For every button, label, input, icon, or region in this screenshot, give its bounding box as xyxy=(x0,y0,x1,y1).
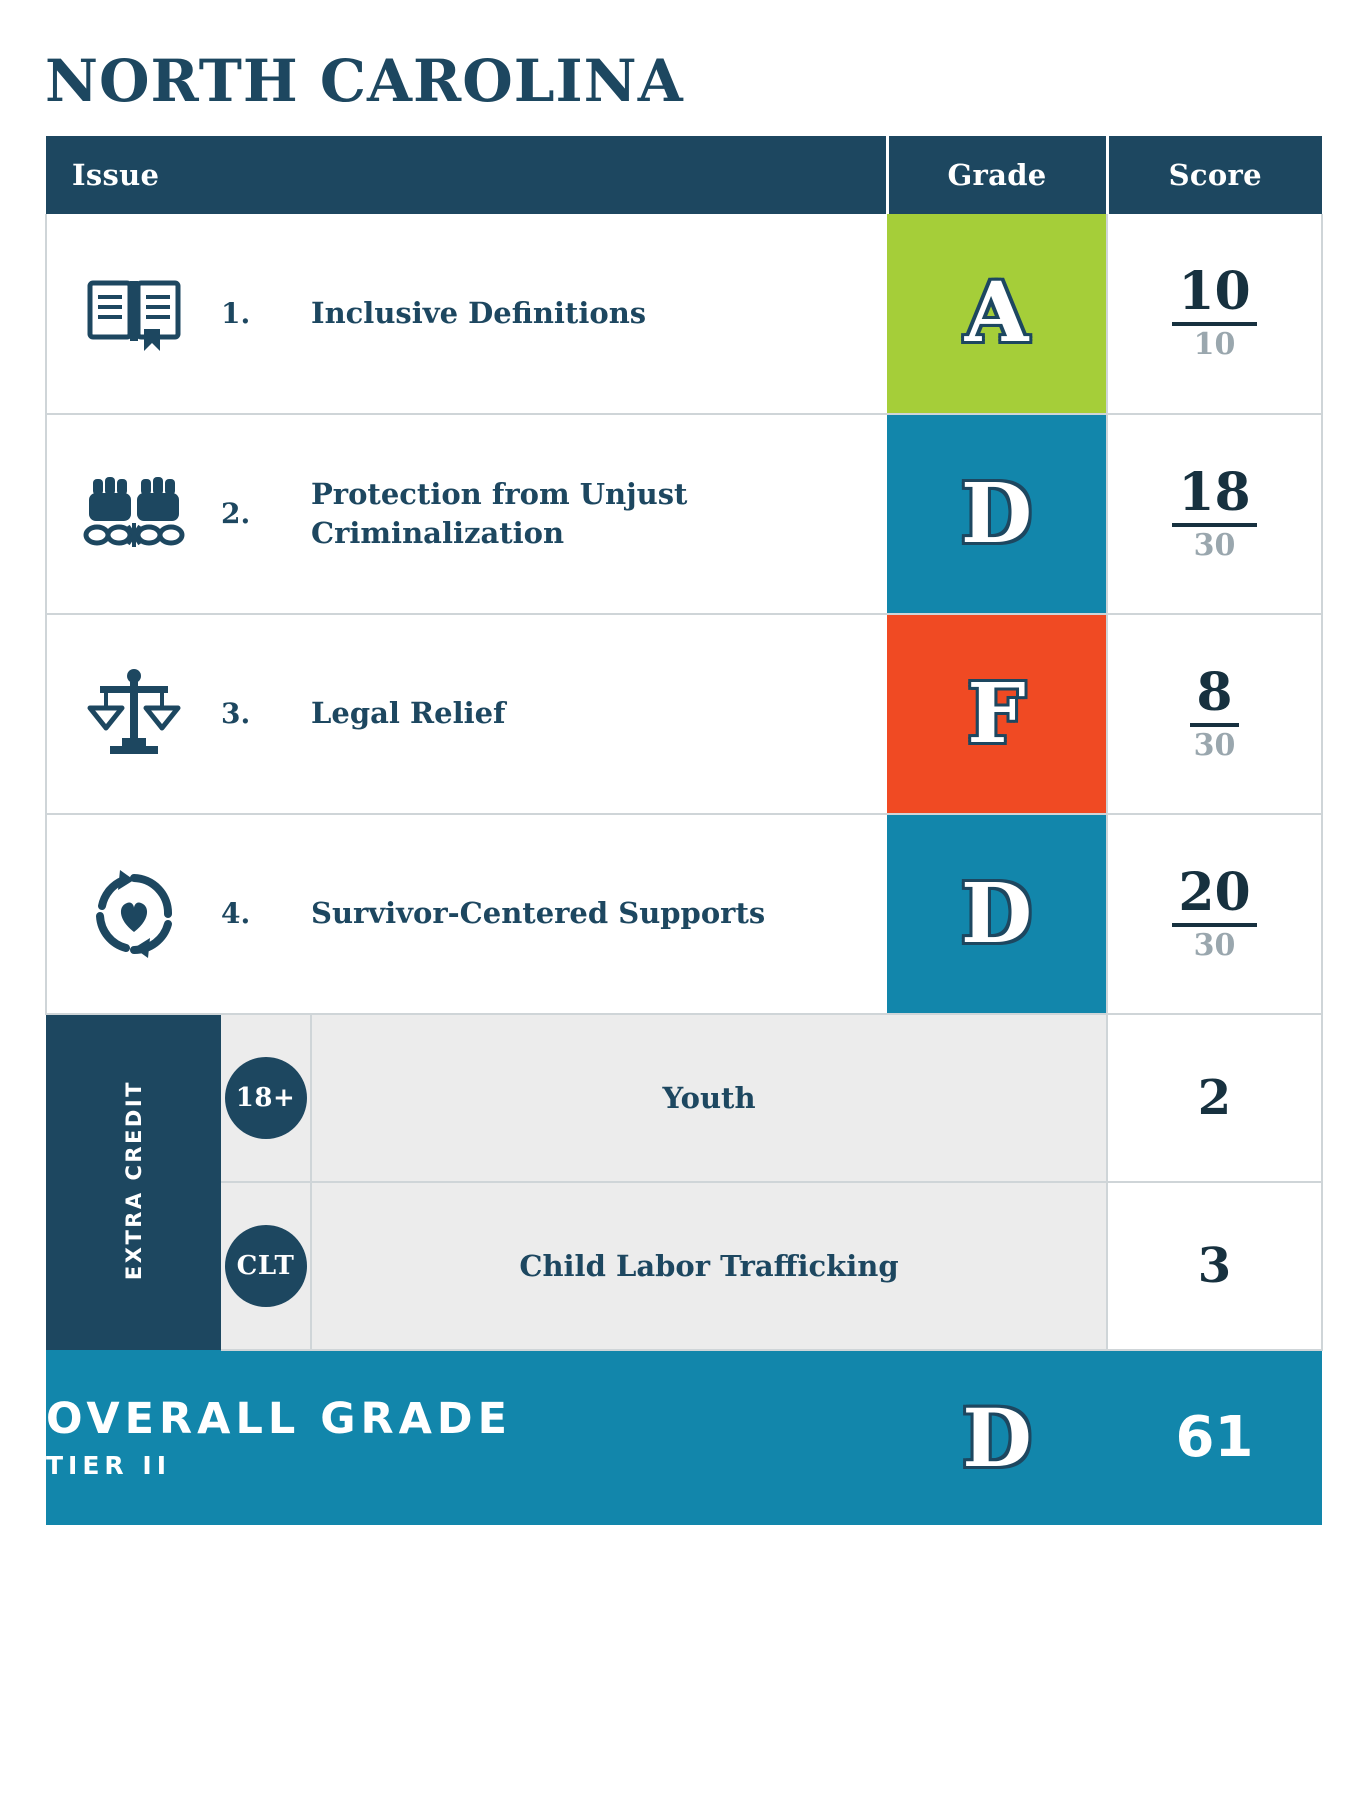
extra-credit-row xyxy=(46,1182,1322,1350)
column-header-issue: Issue xyxy=(72,157,160,192)
overall-grade-letter: D xyxy=(962,1390,1032,1485)
overall-tier: TIER II xyxy=(46,1450,171,1480)
extra-credit-badge-cell xyxy=(221,1014,311,1182)
scales-of-justice-icon xyxy=(47,668,221,760)
extra-credit-row xyxy=(46,1014,1322,1182)
issue-icon-cell xyxy=(46,214,221,414)
heart-cycle-icon xyxy=(47,866,221,961)
issue-number: 3. xyxy=(221,697,251,731)
issue-label: Legal Relief xyxy=(311,696,506,731)
score-possible: 10 xyxy=(1193,327,1236,363)
table-row xyxy=(46,614,1322,814)
score-value: 8 xyxy=(1190,667,1238,727)
extra-credit-label-text: EXTRA CREDIT xyxy=(121,1079,146,1280)
issue-label: Inclusive Definitions xyxy=(311,295,647,330)
table-row xyxy=(46,414,1322,614)
overall-grade-cell xyxy=(887,1350,1107,1525)
table-row xyxy=(46,814,1322,1014)
open-book-icon xyxy=(47,273,221,353)
issue-grade-cell xyxy=(887,414,1107,614)
extra-credit-name: Youth xyxy=(311,1014,1107,1182)
overall-score-cell xyxy=(1107,1350,1322,1525)
clt-badge-icon: CLT xyxy=(225,1225,307,1307)
grades-table xyxy=(45,136,1323,1525)
issue-grade-cell xyxy=(887,814,1107,1014)
overall-title-cell xyxy=(46,1350,887,1525)
extra-credit-label xyxy=(46,1014,221,1350)
issue-grade-cell xyxy=(887,214,1107,414)
extra-credit-name: Child Labor Trafficking xyxy=(311,1182,1107,1350)
score-value: 20 xyxy=(1172,867,1256,927)
score-possible: 30 xyxy=(1193,527,1236,563)
page-title: NORTH CAROLINA xyxy=(45,47,684,115)
score-value: 10 xyxy=(1172,266,1256,326)
column-header-score: Score xyxy=(1107,136,1322,214)
extra-credit-score: 3 xyxy=(1107,1182,1322,1350)
score-possible: 30 xyxy=(1193,927,1236,963)
issue-grade-cell xyxy=(887,614,1107,814)
table-header-row xyxy=(46,136,1322,214)
grade-letter: D xyxy=(960,465,1033,562)
issue-score-cell xyxy=(1107,214,1322,414)
issue-score-cell xyxy=(1107,414,1322,614)
grade-letter: F xyxy=(967,665,1026,762)
extra-credit-score: 2 xyxy=(1107,1014,1322,1182)
issue-number: 2. xyxy=(221,497,251,531)
grade-letter: D xyxy=(960,865,1033,962)
grade-letter: A xyxy=(964,265,1029,362)
issue-icon-cell xyxy=(46,414,221,614)
issue-icon-cell xyxy=(46,814,221,1014)
table-row xyxy=(46,214,1322,414)
overall-title: OVERALL GRADE xyxy=(46,1393,512,1444)
overall-grade-row xyxy=(46,1350,1322,1525)
column-header-grade: Grade xyxy=(887,136,1107,214)
youth-badge-icon: 18+ xyxy=(225,1057,307,1139)
issue-score-cell xyxy=(1107,814,1322,1014)
issue-number: 1. xyxy=(221,296,251,330)
issue-label: Protection from Unjust Criminalization xyxy=(311,476,688,550)
overall-score-value: 61 xyxy=(1175,1405,1254,1471)
broken-chains-fists-icon xyxy=(47,473,221,555)
extra-credit-badge-cell xyxy=(221,1182,311,1350)
score-value: 18 xyxy=(1172,467,1256,527)
issue-label: Survivor-Centered Supports xyxy=(311,896,766,931)
issue-icon-cell xyxy=(46,614,221,814)
score-possible: 30 xyxy=(1193,727,1236,763)
issue-number: 4. xyxy=(221,897,251,931)
issue-score-cell xyxy=(1107,614,1322,814)
